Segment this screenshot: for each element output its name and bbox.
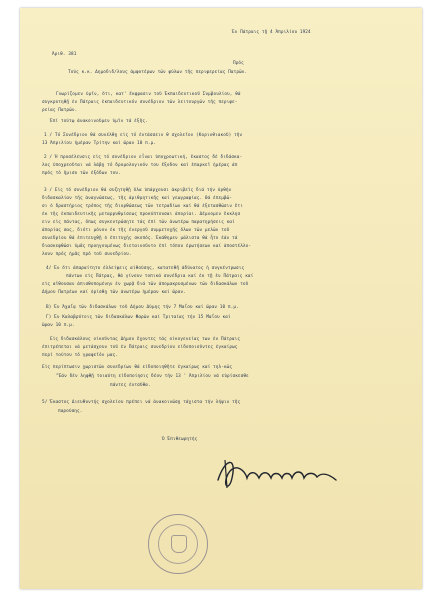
body-line: Εἰς διδασκάλους οἰκοῦντας Δήμου ἔχοντες τάς οἰκογενείας των ἐν Πάτραις <box>50 337 241 342</box>
body-line: Γ) Ἐν Καλαβρύτοις τῶν διδασκάλων Φαρῶν καί Τριταίας τήν 15 Μαΐου καί <box>46 315 231 320</box>
signature-title: Ὁ Ἐπιθεωρητής <box>162 437 198 442</box>
stamp-crest-icon <box>171 535 187 553</box>
body-line: Εἰς περίπτωσιν χωριστῶν συνεδρίων θά εἰδοποιηθῆτε ἐγκαίρως καί τηλ-κῶς <box>42 365 233 370</box>
body-line: 3 / Εἰς τό συνέδριον θά συζητηθῇ ὅλα ὑπάρχουσι ἀκριβεῖς διά τήν ὀρθήν <box>44 188 232 193</box>
body-line: πάντες ἐντσῦθα. <box>110 383 151 388</box>
body-line: λουν πρός ἡμᾶς πρό τοῦ συνεδρίου. <box>42 252 132 257</box>
body-line: διδασκαλίαν τῆς ἀναγνώσεως, τῆς ἀριθμητικῆς καί γεωγραφίας. Θά ἐπεμβῶ- <box>42 196 233 201</box>
handwritten-signature <box>215 450 340 500</box>
official-stamp <box>148 514 208 574</box>
body-line: πρός τό ἥμισυ τῶν ἐξόδων του. <box>42 171 121 176</box>
body-line: ειν εἰς πάντας, ὅπως συγκεντρώσητε τάς ἐπί τῶν ἀνωτέρω παρατηρήσεις καί <box>42 220 235 225</box>
document-page <box>20 8 422 589</box>
body-line: παρούσης. <box>58 409 83 414</box>
body-line: Ἐπί τούτῳ ἀνακοινοῦμεν ὑμῖν τά ἑξῆς. <box>50 119 148 124</box>
body-line: 13 Ἀπριλίου ἡμέραν Τρίτην καί ὥραν 10 π.μ. <box>42 141 157 146</box>
body-line: εἰς αἴθουσαν ἀπισθοπομένην ἐν χωρᾷ διά τῶν ἀπομακρυσμένων τῶν διδασκάλων τοῦ <box>42 282 249 287</box>
body-line: ὥραν 10 π.μ. <box>42 323 75 328</box>
body-line: συνεδρίου θά ἐπιτευχθῇ ὁ ἐπιτυχής σκοπός. Ἐκάθημεν μάλιστα θά ἦτο ἐάν τά <box>42 236 238 241</box>
body-line: συγκροτηθῇ ἐν Πάτραις ἐκπαιδευτικόν συνέδριον τῶν λειτουργῶν τῆς περιφε- <box>42 100 238 105</box>
body-line: "Ἐάν δέν ληφθῇ τοιαύτη εἰδοποίησις δέον τήν 13 ' Ἀπριλίου νά εὑρίσκεσθε <box>56 374 249 379</box>
recipients-line: Τούς κ.κ. Δημοδιδ/λους ἀμφοτέρων τῶν φύλων τῆς περιφερείας Πατρῶν. <box>68 70 248 75</box>
body-line: διασκεφθῶσι ὑμᾶς προηγουμένως διεταινοῦντο ἐπί τόπου ἐρωτήσεων καί ἀποστέλλο- <box>42 244 252 249</box>
body-line: 4/ Ἐν ὅτι ἀπαραίτητο ἐλλείψεις αἰθούσης, κατατεθῆ ἀδύνατος ἡ συγκέντρωσις <box>46 266 245 271</box>
addressee-label: Πρός <box>233 61 244 66</box>
body-line: ἐπιτρέπεται νά μετάσχουν τοῦ ἐν Πάτραις συνεδρίου εἰδοποιοῦντες ἐγκαίρως <box>42 345 238 350</box>
body-line: ἀπορίας σας, διότι μόνον ἐκ τῆς ἐνεργοῦ συμμετοχῆς ὅλων τῶν μελῶν τοῦ <box>42 228 230 233</box>
body-line: Β) Ἐν Ἀχαΐᾳ τῶν διδασκάλων τοῦ Δήμου Δύμης τήν 7 Μαΐου καί ὥραν 10 π.μ. <box>46 305 239 310</box>
body-line: σι ὁ δραστήριος τρόπος τῆς διορθώσεως τῶν τετραδίων καί θά ἐξετασθῶσιν ἔτι <box>42 204 243 209</box>
body-line: ρείας Πατρῶν. <box>42 108 78 113</box>
body-line: 2 / Ἡ προσέλευσις εἰς τό συνέδριον εἶναι ὑποχρεωτική, ἕκαστος δέ διδάσκα- <box>44 155 243 160</box>
body-line: Γνωρίζομεν ὑμῖν, ὅτι, κατ' ἔκφρασιν τοῦ Ἐκπαιδευτικοῦ Συμβουλίου, θά <box>56 92 241 97</box>
body-line: 5/ Ἕκαστος Διευθυντής σχολείου πρέπει νά ἀνακοινώσῃ τάχιστα τήν λήψιν τῆς <box>42 400 241 405</box>
body-line: πάντων εἰς Πάτρας, θά γίνουν τοπικά συνέδρια καί ἐκ τῇ ἐν Πάτραις καί <box>66 274 254 279</box>
body-line: Δήμου Πατρέων καί ὁρίσθῃ τῶν ἀνωτέρω ἡμέραν καί ὥραν. <box>42 290 186 295</box>
body-line: περί τούτου τό γραφεῖόν μας. <box>42 353 119 358</box>
body-line: ἐκ τῆς ἐκπαιδευτικῆς μεταρρυθμίσεως προκύπτουσαι ἀπορίαι. Δέμνομεν ἔκκλησ <box>42 212 241 217</box>
body-line: λος ὑποχρεοῦται νά λάβῃ τό δρομολογικόν του ἔξοδον καί ἐπαρκεῖ ἡμέρας ἀπ <box>42 163 238 168</box>
place-date: Ἐν Πάτραις τῇ 4 Ἀπριλίου 1924 <box>232 30 311 35</box>
reference-number: Ἀριθ. 381 <box>52 52 77 57</box>
body-line: 1 / Τό Συνέδριον θά συνέλθῃ εἰς τό ἐντάσσειν θ σχολεῖον (Κορινθιακοῦ) τῆν <box>44 133 243 138</box>
